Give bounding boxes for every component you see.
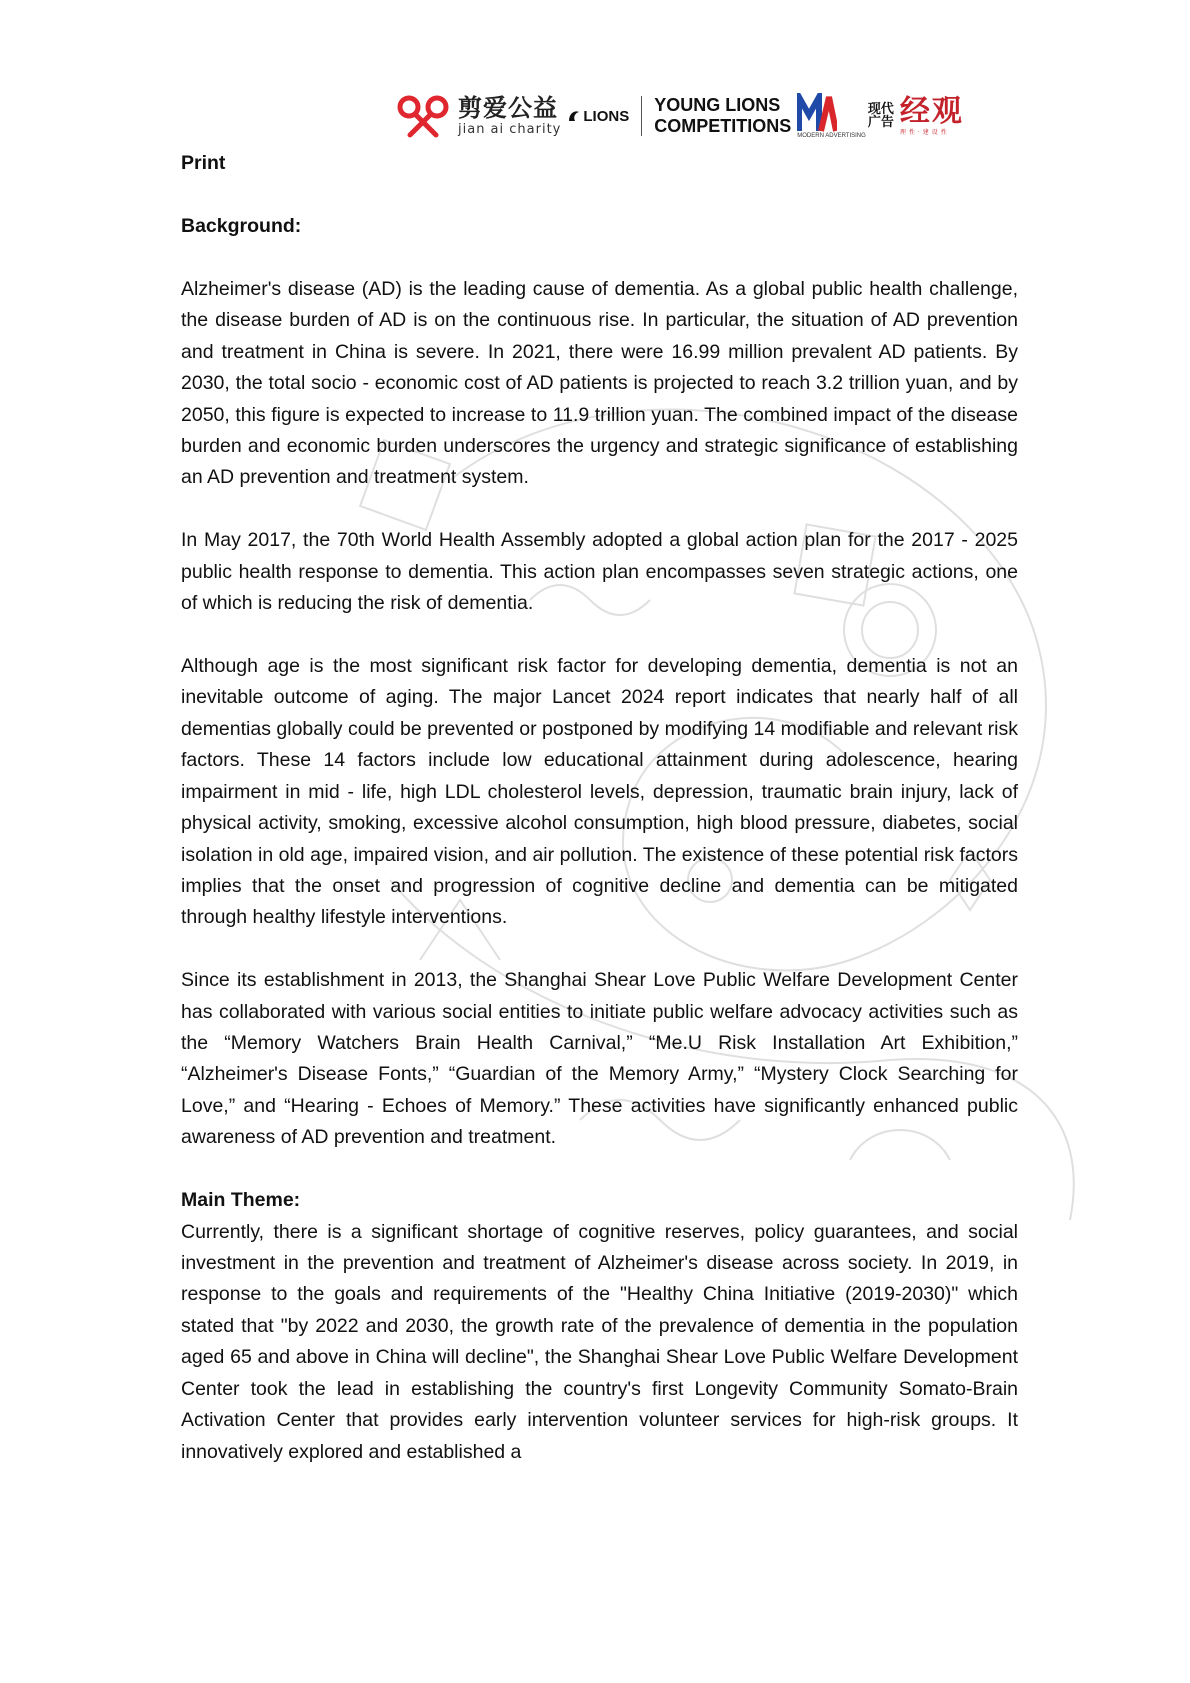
jingguan-logo (899, 93, 964, 136)
young-lions-logo (654, 95, 791, 136)
ma-english-name: MODERN ADVERTISING (797, 133, 866, 139)
lions-logo (567, 108, 629, 125)
ma-logo-mark (797, 93, 837, 133)
header-logos (396, 88, 964, 144)
jianai-chinese-name: 剪爱公益 (458, 94, 558, 122)
category-heading: Print (181, 152, 226, 174)
young-lions-line2: COMPETITIONS (654, 116, 792, 136)
jianai-charity-logo (396, 94, 561, 138)
lions-label: LIONS (583, 107, 630, 125)
background-paragraph-2: In May 2017, the 70th World Health Assembly adopted a global action plan for the 2017 - 2025 public health response to dementia. This action plan encompasses seven strategic actions, one of which is reducing the risk of dementia. (181, 529, 1018, 615)
main-theme-heading: Main Theme: (181, 1189, 301, 1212)
young-lions-line1: YOUNG LIONS (654, 95, 781, 116)
modern-advertising-logo (797, 93, 894, 139)
ma-chinese-line2: 广告 (867, 115, 894, 130)
background-paragraph-1: Alzheimer's disease (AD) is the leading cause of dementia. As a global public health challenge, the disease burden of AD is on the continuous rise. In particular, the situation of AD prevention and treatment in China is severe. In 2021, there were 16.99 million prevalent AD patients. By 2030, the total socio - economic cost of AD patients is projected to reach 3.2 trillion yuan, and by 2050, this figure is expected to increase to 11.9 trillion yuan. The combined impact of the disease burden and economic burden underscores the urgency and strategic significance of establishing an AD prevention and treatment system. (181, 278, 1018, 489)
document-body (181, 148, 1018, 1468)
main-theme-paragraph: Currently, there is a significant shortage of cognitive reserves, policy guarantees, and social investment in the prevention and treatment of Alzheimer's disease across society. In 2019, in response to the goals and requirements of the "Healthy China Initiative (2019-2030)" which stated that "by 2022 and 2030, the growth rate of the prevalence of dementia in the population aged 65 and above in China will decline", the Shanghai Shear Love Public Welfare Development Center took the lead in establishing the country's first Longevity Community Somato-Brain Activation Center that provides early intervention volunteer services for high-risk groups. It innovatively explored and established a (181, 1220, 1018, 1463)
background-paragraph-3: Although age is the most significant risk factor for developing dementia, dementia is not an inevitable outcome of aging. The major Lancet 2024 report indicates that nearly half of all dementias globally could be prevented or postponed by modifying 14 modifiable and relevant risk factors. These 14 factors include low educational attainment during adolescence, hearing impairment in mid - life, high LDL cholesterol levels, depression, traumatic brain injury, lack of physical activity, smoking, excessive alcohol consumption, high blood pressure, diabetes, social isolation in old age, impaired vision, and air pollution. The existence of these potential risk factors implies that the onset and progression of cognitive decline and dementia can be mitigated through healthy lifestyle interventions. (181, 655, 1018, 929)
background-paragraph-4: Since its establishment in 2013, the Shanghai Shear Love Public Welfare Development Center has collaborated with various social entities to initiate public welfare advocacy activities such as the “Memory Watchers Brain Health Carnival,” “Me.U Risk Installation Art Exhibition,” “Alzheimer's Disease Fonts,” “Guardian of the Memory Army,” “Mystery Clock Searching for Love,” and “Hearing - Echoes of Memory.” These activities have significantly enhanced public awareness of AD prevention and treatment. (181, 969, 1018, 1149)
scissors-heart-logo (396, 94, 450, 138)
lions-mane-icon (567, 109, 581, 123)
background-heading: Background: (181, 215, 302, 237)
ma-chinese-line1: 现代 (867, 102, 894, 117)
jianai-english-name: jian ai charity (458, 122, 562, 137)
jingguan-slogan: 理性·建设性 (899, 128, 950, 136)
jingguan-name: 经观 (899, 93, 964, 129)
logo-divider (641, 96, 642, 136)
